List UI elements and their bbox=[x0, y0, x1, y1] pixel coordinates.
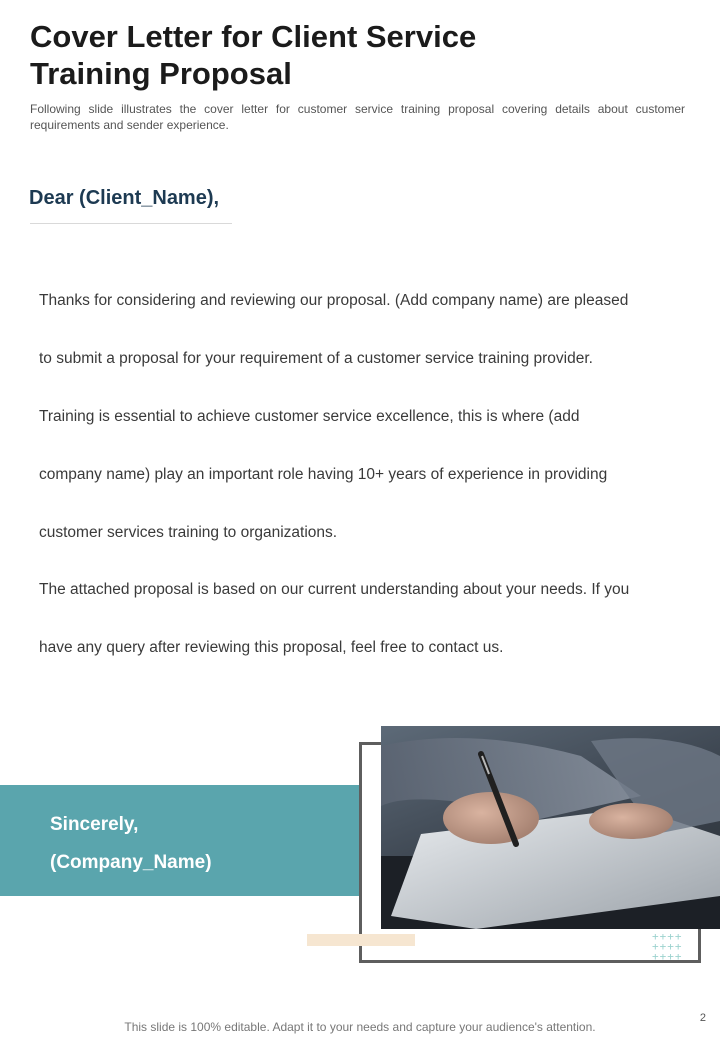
letter-line: Training is essential to achieve customer service excellence, this is where (add bbox=[39, 408, 580, 425]
letter-line: have any query after reviewing this proposal, feel free to contact us. bbox=[39, 639, 504, 656]
salutation: Dear (Client_Name), bbox=[29, 187, 220, 209]
closing-band bbox=[0, 785, 360, 896]
letter-line: company name) play an important role having 10+ years of experience in providing bbox=[39, 466, 608, 483]
beige-accent-bar bbox=[307, 934, 415, 946]
salutation-divider bbox=[30, 223, 232, 224]
title-line-1: Cover Letter for Client Service bbox=[30, 19, 477, 54]
footer-note: This slide is 100% editable. Adapt it to your needs and capture your audience's attention. bbox=[124, 1020, 596, 1034]
plus-grid-icon: ++++ ++++ ++++ bbox=[652, 930, 683, 963]
hand-writing-signature-photo bbox=[381, 726, 720, 929]
letter-line: to submit a proposal for your requirement of a customer service training provider. bbox=[39, 350, 593, 367]
signature-text: (Company_Name) bbox=[50, 852, 212, 873]
page-number: 2 bbox=[699, 1012, 706, 1024]
page-title bbox=[30, 18, 630, 92]
closing-text: Sincerely, bbox=[50, 814, 139, 835]
letter-line: customer services training to organizations. bbox=[39, 524, 338, 541]
letter-line: Thanks for considering and reviewing our proposal. (Add company name) are pleased bbox=[39, 292, 629, 309]
letter-line: The attached proposal is based on our current understanding about your needs. If you bbox=[39, 581, 630, 598]
page-subtitle: Following slide illustrates the cover letter for customer service training proposal covering details about customer requirements and sender experience. bbox=[30, 102, 685, 132]
title-line-2: Training Proposal bbox=[30, 56, 292, 91]
